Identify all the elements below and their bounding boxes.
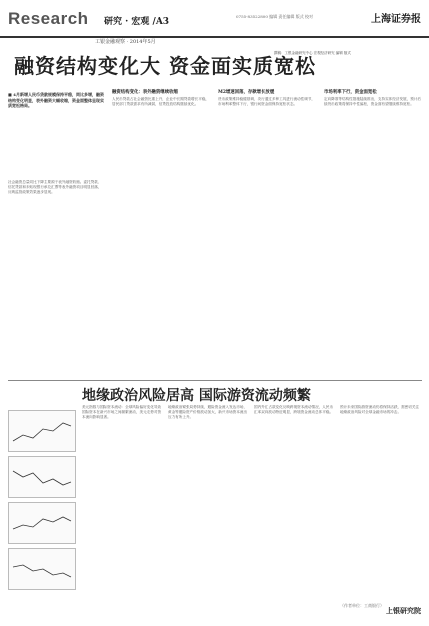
author-note: （作者单位：工商银行） — [340, 603, 384, 608]
chart-figure — [8, 502, 76, 544]
article-column-4 — [324, 88, 422, 380]
article-column-6 — [168, 405, 248, 620]
second-headline: 地缘政治风险居高 国际游资流动频繁 — [82, 388, 311, 404]
brand-title: Research — [8, 9, 89, 28]
subheading: M2增速回落，存款增长放缓 — [218, 90, 275, 95]
lead-paragraph: ■ 4月新增人民币贷款规模保持平稳，同比多增，融资结构变化明显，表外融资大幅收缩，资金面整体呈现实质宽松格局。 — [8, 92, 104, 109]
article-column-2 — [112, 88, 210, 380]
column-text: 人民币贷款占社会融资比重上升，企业中长期贷款增长平稳，居民部门贷款需求有所减弱，信贷投放结构继续优化。 — [112, 97, 210, 107]
chart-figure — [8, 456, 76, 498]
subheading: 融资结构变化：表外融资继续收缩 — [112, 90, 178, 95]
newspaper-logo: 上海证券报 — [371, 14, 421, 25]
column-text: 地缘政治紧张局势持续，避险资金流入发达市场，黄金等避险资产价格波动加大，新兴市场资本流出压力有所上升。 — [168, 405, 248, 420]
column-label: 工银金融观察 · 2014年5月 — [95, 39, 156, 45]
article-column-3 — [218, 88, 316, 380]
article-column-7 — [254, 405, 334, 620]
column-text: 定向降准等结构性措施陆续推出，支持实体经济发展，预计后续货币政策将保持中性偏松，资金面有望继续维持宽松。 — [324, 97, 422, 107]
bylines: 撰稿：工银金融研究中心 宏观经济研究 编辑 版式 — [274, 51, 351, 55]
column-text: 国内外汇占款变化反映跨境资本流动情况，人民币汇率双向波动特征明显，跨境资金流动总体平稳。 — [254, 405, 334, 415]
footer-logo: 上银研究院 — [386, 606, 421, 615]
section-divider — [8, 380, 422, 381]
column-text: 社会融资总量同比下降主要源于表外融资收缩。委托贷款、信托贷款和未贴现银行承兑汇票等表外融资项目明显回落，反映监管政策效果逐步显现。 — [8, 180, 102, 195]
chart-figure — [8, 548, 76, 590]
article-column-1 — [8, 180, 104, 380]
column-text: 货币政策维持稳健基调，央行通过多种工具进行流动性调节，市场利率整体下行，银行间资金面保持宽松状态。 — [218, 97, 316, 107]
header-meta: 0755-83522800 编辑 责任编辑 版式 校对 — [236, 14, 313, 19]
chart-figure — [8, 410, 76, 452]
column-text: 预计未来国际游资流动仍将保持活跃，需密切关注地缘政治风险对全球金融市场的冲击。 — [340, 405, 420, 415]
page-header — [0, 0, 429, 38]
column-text: 美元指数与国际资本流动：全球风险偏好变化导致国际资本在新兴市场之间频繁流动，美元走势对资本流向影响显著。 — [82, 405, 162, 420]
section-label: 研究 · 宏观 /A3 — [104, 17, 170, 27]
subheading: 市场利率下行，资金面宽松 — [324, 90, 377, 95]
article-column-5 — [82, 405, 162, 620]
main-headline: 融资结构变化大 资金面实质宽松 — [14, 54, 316, 78]
article-column-8 — [340, 405, 422, 600]
